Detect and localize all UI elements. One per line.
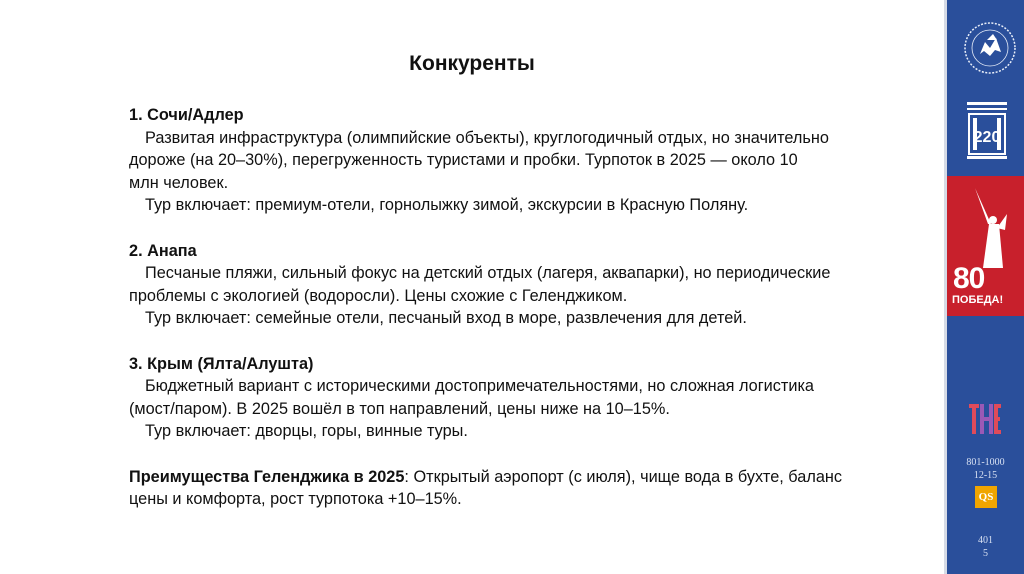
qs-ranking-sub: 5 — [983, 548, 988, 559]
the-ranking-sub: 12-15 — [973, 470, 998, 481]
slide-content — [129, 104, 909, 511]
the-ranking-range: 801-1000 — [966, 457, 1005, 468]
competitor-name-1: . Сочи/Адлер — [138, 106, 244, 124]
competitor-heading-1 — [129, 104, 909, 127]
competitor-tour-3: Тур включает: дворцы, горы, винные туры. — [145, 422, 468, 441]
qs-ranking — [947, 534, 1024, 560]
competitor-desc-1a: Развитая инфраструктура (олимпийские объекты), круглогодичный отдых, но значительно — [145, 128, 829, 147]
competitor-desc-3b: (мост/паром). В 2025 вошёл в топ направлений, цены ниже на 10–15%. — [129, 399, 670, 418]
victory-80-banner — [947, 176, 1024, 316]
the-logo-icon — [969, 402, 1001, 436]
anniversary-220-icon — [965, 100, 1009, 162]
competitor-desc-2a: Песчаные пляжи, сильный фокус на детский отдых (лагеря, аквапарки), но периодические — [145, 264, 831, 283]
qs-ranking-range: 401 — [978, 535, 993, 546]
competitor-name-2: . Анапа — [138, 241, 197, 260]
competitor-tour-1: Тур включает: премиум-отели, горнолыжку зимой, экскурсии в Красную Поляну. — [145, 196, 749, 215]
page-title: Конкуренты — [409, 52, 535, 75]
advantages-text-1: : Открытый аэропорт (с июля), чище вода в бухте, баланс — [404, 467, 843, 486]
competitor-num-2: 2 — [129, 241, 139, 260]
competitor-num-1: 1 — [129, 106, 139, 124]
victory-statue-icon — [971, 184, 1007, 270]
advantages-label: Преимущества Геленджика в 2025 — [129, 467, 405, 486]
qs-logo-icon: QS — [975, 486, 997, 508]
advantages-line-1 — [129, 466, 909, 489]
advantages-line-2: цены и комфорта, рост турпотока +10–15%. — [129, 490, 462, 509]
competitor-desc-1b: дороже (на 20–30%), перегруженность туристами и пробки. Турпоток в 2025 — около 10 — [129, 151, 798, 170]
competitor-heading-3: 3. Крым (Ялта/Алушта) — [129, 354, 314, 373]
victory-number: 80 — [953, 262, 985, 295]
svg-text:220: 220 — [973, 129, 1001, 146]
competitor-heading-2 — [129, 240, 909, 263]
emblem-area — [947, 0, 1024, 176]
competitor-tour-2: Тур включает: семейные отели, песчаный вход в море, развлечения для детей. — [145, 309, 747, 328]
competitor-desc-2b: проблемы с экологией (водоросли). Цены схожие с Геленджиком. — [129, 286, 628, 305]
kfu-emblem-icon — [963, 18, 1017, 78]
sidebar — [944, 0, 1024, 574]
competitor-desc-3a: Бюджетный вариант с историческими достопримечательностями, но сложная логистика — [145, 377, 814, 396]
the-ranking — [947, 456, 1024, 482]
victory-word: ПОБЕДА! — [952, 294, 1004, 306]
competitor-desc-1c: млн человек. — [129, 173, 229, 192]
